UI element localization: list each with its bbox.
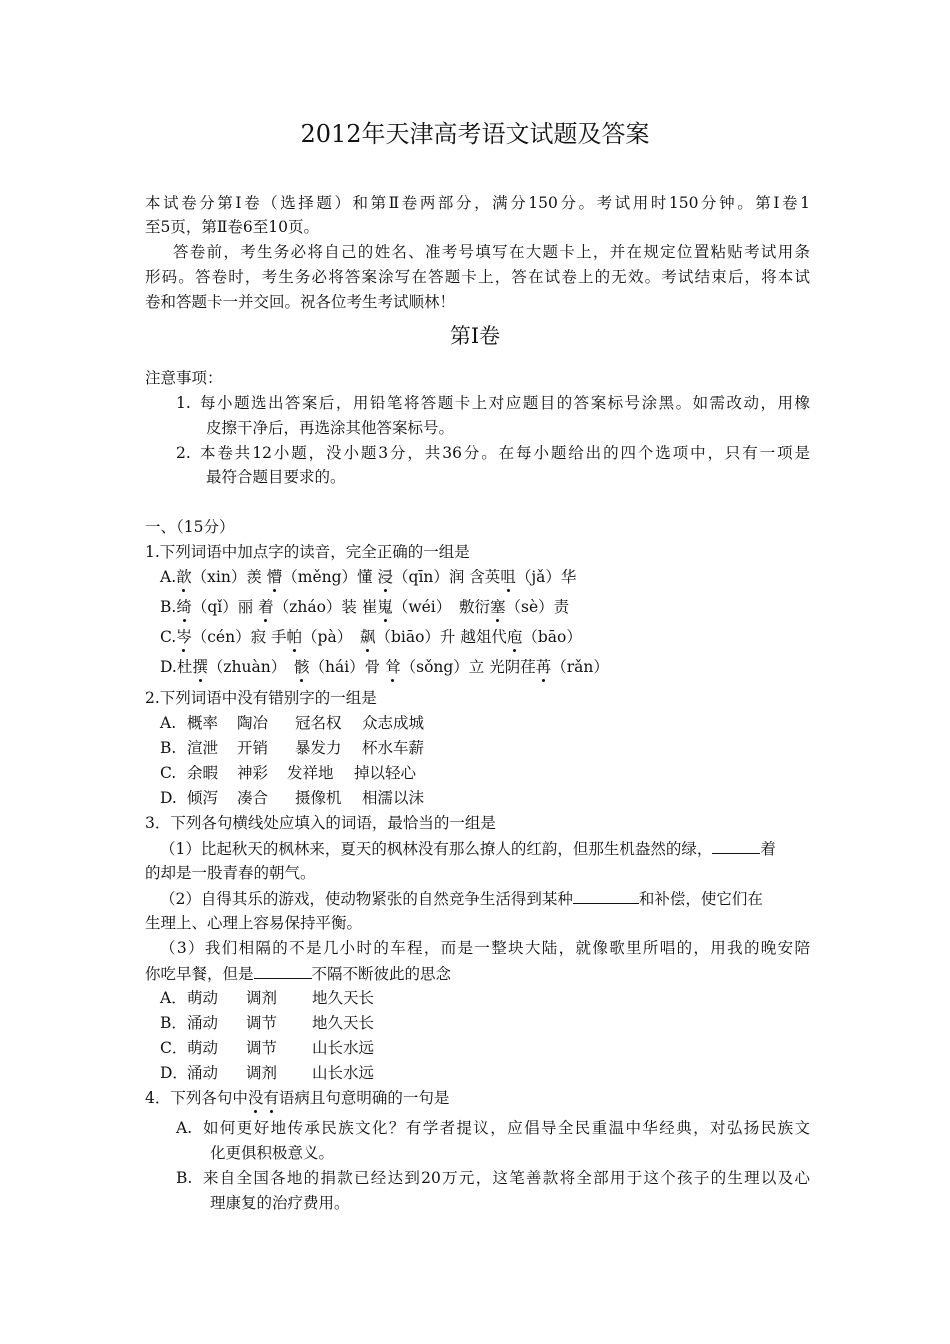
dotted-char: 飙 (359, 628, 376, 646)
option-text: （qīn）润 含英 (393, 568, 501, 586)
sentence-text: 不隔不断彼此的思念 (311, 965, 452, 983)
dotted-char: 浸 (377, 568, 394, 586)
note-text: 最符合题目要求的。 (206, 468, 346, 486)
option-word: 倾泻 (187, 789, 219, 807)
option-label: A. (160, 714, 177, 732)
dotted-char: 岑 (176, 628, 192, 646)
intro-line: 答卷前，考生务必将自己的姓名、准考号填写在大题卡上，并在规定位置粘贴考试用条 (173, 243, 810, 261)
option-text: （cén）寂 手 (191, 628, 287, 646)
option-text: （xin）羡 (191, 568, 262, 586)
option-word: 摄像机 (295, 789, 342, 807)
dotted-char: 庖 (506, 628, 523, 646)
fill-blank (712, 837, 760, 854)
option-text: 来自全国各地的捐款已经达到20万元，这笔善款将全部用于这个孩子的生理以及心 (203, 1169, 810, 1187)
question-stem: 1.下列词语中加点字的读音，完全正确的一组是 (145, 543, 470, 561)
sentence-text: 的却是一股青春的朝气。 (145, 864, 316, 882)
option-word: 开销 (237, 739, 269, 757)
option-text: （biāo）升 越俎代 (375, 628, 507, 646)
option-label: A． (160, 989, 187, 1007)
option-label: C. (160, 764, 177, 782)
option-word: 地久天长 (312, 989, 375, 1007)
option-word: 地久天长 (312, 1014, 375, 1032)
option-text: （zhuàn） (207, 658, 294, 676)
sentence-3 (145, 962, 810, 985)
option-text: （měng）懂 (282, 568, 373, 586)
option-word: 涌动 (187, 1064, 219, 1082)
option-label: D. (160, 658, 177, 676)
note-text: 每小题选出答案后，用铅笔将答题卡上对应题目的答案标号涂黑。如需改动，用橡 (200, 394, 810, 412)
option-text: 化更俱积极意义。 (210, 1144, 335, 1162)
option-text: （jǎ）华 (515, 568, 577, 586)
document-title: 2012年天津高考语文试题及答案 (300, 120, 650, 148)
option-text: （qǐ）丽 (191, 598, 254, 616)
option-label: A. (160, 568, 177, 586)
dotted-char: 耸 (385, 658, 401, 676)
question-stem: 3．下列各句横线处应填入的词语，最恰当的一组是 (145, 814, 496, 832)
dotted-char: 绮 (176, 598, 192, 616)
option-b (160, 596, 825, 618)
dotted-char: 撰 (192, 658, 208, 676)
fill-blank (254, 962, 312, 979)
option-word: 神彩 (237, 764, 269, 782)
sentence-text: 你吃早餐，但是 (145, 965, 254, 983)
option-word: 杯水车薪 (362, 739, 425, 757)
option-text: （rǎn） (551, 658, 609, 676)
option-word: 山长水远 (312, 1039, 375, 1057)
note-text: 本卷共12小题，没小题3分，共36分。在每小题给出的四个选项中，只有一项是 (200, 444, 810, 462)
option-text: （sǒng）立 光阴荏 (400, 658, 536, 676)
intro-line: 形码。答卷时，考生务必将答案涂写在答题卡上，答在试卷上的无效。考试结束后，将本试 (145, 268, 810, 286)
option-text: （pà） (302, 628, 360, 646)
option-text: 理康复的治疗费用。 (210, 1194, 350, 1212)
option-label: B． (160, 1014, 187, 1032)
question-stem (145, 1087, 810, 1109)
option-word: 陶冶 (237, 714, 269, 732)
sentence-text: 生理上、心理上容易保持平衡。 (145, 914, 363, 932)
option-text: 如何更好地传承民族文化？有学者提议，应倡导全民重温中华经典，对弘扬民族文 (203, 1119, 810, 1137)
note-number: 2. (176, 444, 191, 462)
option-word: 涌动 (187, 1014, 219, 1032)
dotted-char: 骸 (293, 658, 310, 676)
option-label: D. (160, 789, 177, 807)
option-word: 山长水远 (312, 1064, 375, 1082)
option-text: （zháo）装 崔 (273, 598, 378, 616)
notes-heading: 注意事项： (145, 369, 223, 387)
option-a (160, 566, 825, 588)
option-text: （bāo） (522, 628, 582, 646)
sentence-text: （1）比起秋天的枫林来，夏天的枫林没有那么撩人的红韵，但那生机盎然的绿， (160, 840, 713, 858)
option-label: C. (160, 628, 177, 646)
option-label: D． (160, 1064, 188, 1082)
sentence-text: 和补偿，使它们在 (638, 890, 763, 908)
option-label: A. (176, 1119, 193, 1137)
dotted-char: 帕 (286, 628, 303, 646)
option-word: 萌动 (187, 1039, 219, 1057)
dotted-char: 塞 (490, 598, 506, 616)
option-word: 掉以轻心 (354, 764, 417, 782)
dotted-char: 有 (263, 1089, 279, 1107)
option-word: 调剂 (246, 1064, 278, 1082)
option-text: （sè）责 (505, 598, 570, 616)
intro-line: 卷和答题卡一并交回。祝各位考生考试顺林！ (145, 293, 456, 311)
sentence-text: （3）我们相隔的不是几小时的车程，而是一整块大陆，就像歌里所唱的，用我的晚安陪 (160, 939, 810, 957)
option-word: 相濡以沫 (362, 789, 425, 807)
option-text: （hái）骨 (309, 658, 381, 676)
option-label: B. (176, 1169, 193, 1187)
intro-line: 本试卷分第Ⅰ卷（选择题）和第Ⅱ卷两部分，满分150分。考试用时150分钟。第Ⅰ卷1 (145, 194, 810, 212)
volume-title: 第Ⅰ卷 (449, 324, 501, 348)
option-word: 余暇 (187, 764, 219, 782)
option-word: 暴发力 (295, 739, 342, 757)
note-number: 1. (176, 394, 191, 412)
option-word: 调节 (246, 1039, 278, 1057)
sentence-2 (160, 887, 810, 910)
stem-text: 4．下列各句中 (145, 1089, 248, 1107)
section-heading: 一、（15分） (145, 518, 235, 536)
dotted-char: 嵬 (377, 598, 393, 616)
option-word: 调节 (246, 1014, 278, 1032)
option-word: 萌动 (187, 989, 219, 1007)
sentence-text: 着 (760, 840, 776, 858)
fill-blank (573, 887, 639, 904)
option-word: 众志成城 (362, 714, 425, 732)
option-label: B. (160, 739, 177, 757)
option-label: C． (160, 1039, 188, 1057)
option-word: 概率 (187, 714, 219, 732)
option-c (160, 626, 825, 648)
dotted-char: 歆 (176, 568, 192, 586)
dotted-char: 苒 (535, 658, 552, 676)
option-text: 杜 (176, 658, 193, 676)
intro-line: 至5页，第Ⅱ卷6至10页。 (145, 218, 319, 236)
option-d (160, 656, 825, 678)
sentence-1 (160, 837, 810, 860)
dotted-char: 咀 (500, 568, 516, 586)
option-word: 发祥地 (287, 764, 334, 782)
sentence-text: （2）自得其乐的游戏，使动物紧张的自然竞争生活得到某种 (160, 890, 573, 908)
option-word: 调剂 (246, 989, 278, 1007)
dotted-char: 着 (258, 598, 274, 616)
note-text: 皮擦干净后，再选涂其他答案标号。 (206, 419, 455, 437)
stem-text: 语病且句意明确的一句是 (278, 1089, 450, 1107)
dotted-char: 懵 (266, 568, 283, 586)
option-text: （wéi） 敷衍 (392, 598, 491, 616)
option-word: 冠名权 (295, 714, 342, 732)
option-word: 渲泄 (187, 739, 219, 757)
option-word: 凑合 (237, 789, 269, 807)
question-stem: 2.下列词语中没有错别字的一组是 (145, 689, 377, 707)
dotted-char: 没 (247, 1089, 264, 1107)
option-label: B. (160, 598, 177, 616)
